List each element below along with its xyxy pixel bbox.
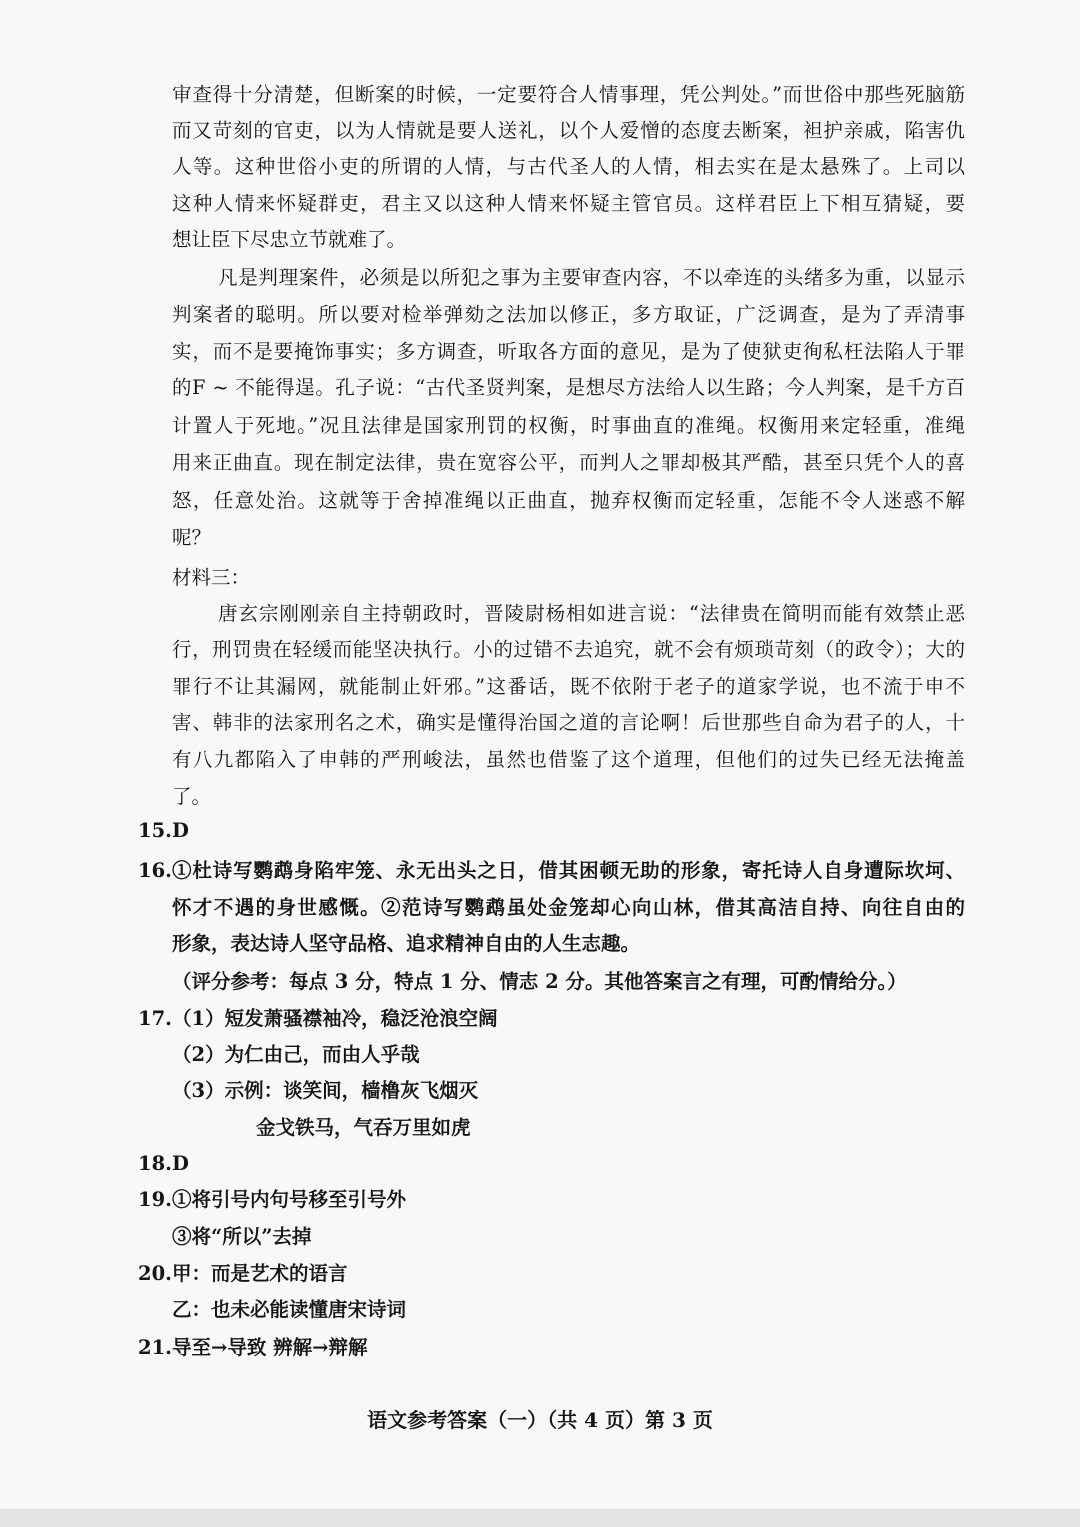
material3-heading: 材料三： (172, 566, 251, 589)
material2-paragraph-line: 怒，任意处治。这就等于舍掉准绳以正曲直，抛弃权衡而定轻重，怎能不令人迷惑不解 (172, 489, 965, 512)
question-number: 15. (138, 819, 172, 842)
scan-edge-divider (0, 1509, 1080, 1527)
answer-line: 甲：而是艺术的语言 (172, 1262, 348, 1285)
material3-line: 害、韩非的法家刑名之术，确实是懂得治国之道的言论啊！后世那些自命为君子的人，十 (172, 711, 965, 734)
material2-paragraph-line: 实，而不是要掩饰事实；多方调查，听取各方面的意见，是为了使狱吏徇私枉法陷人于罪 (172, 340, 965, 363)
answer-line: 形象，表达诗人坚守品格、追求精神自由的人生志趣。 (172, 932, 641, 955)
material3-line: 行，刑罚贵在轻缓而能坚决执行。小的过错不去追究，就不会有烦琐苛刻（的政令）；大的 (172, 638, 965, 661)
material2-line: 而又苛刻的官吏，以为人情就是要人送礼，以个人爱憎的态度去断案，袒护亲戚，陷害仇 (172, 119, 965, 142)
answer-line: （3）示例：谈笑间，樯橹灰飞烟灭 (172, 1079, 479, 1102)
answer-text: 导至→导致 辨解→辩解 (172, 1336, 368, 1359)
question-number: 17. (138, 1007, 172, 1030)
question-number: 18. (138, 1152, 172, 1175)
material2-line: 审查得十分清楚，但断案的时候，一定要符合人情事理，凭公判处。”而世俗中那些死脑筋 (172, 83, 965, 106)
page-footer: 语文参考答案（一）（共 4 页）第 3 页 (367, 1408, 713, 1432)
answer-line: ①杜诗写鹦鹉身陷牢笼、永无出头之日，借其困顿无助的形象，寄托诗人自身遭际坎坷、 (172, 859, 965, 882)
material3-line: 罪行不让其漏网，就能制止奸邪。”这番话，既不依附于老子的道家学说，也不流于申不 (172, 675, 965, 698)
scoring-note: （评分参考：每点 3 分，特点 1 分、情志 2 分。其他答案言之有理，可酌情给分。） (172, 970, 907, 993)
material2-paragraph-line: 计置人于死地。”况且法律是国家刑罚的权衡，时事曲直的准绳。权衡用来定轻重，准绳 (172, 414, 965, 437)
material2-paragraph-line: 用来正曲直。现在制定法律，贵在宽容公平，而判人之罪却极其严酷，甚至只凭个人的喜 (172, 451, 965, 474)
material2-paragraph-line: 判案者的聪明。所以要对检举弹劾之法加以修正，多方取证，广泛调查，是为了弄清事 (172, 303, 965, 326)
answer-line: ①将引号内句号移至引号外 (172, 1188, 407, 1211)
material2-paragraph-line: 凡是判理案件，必须是以所犯之事为主要审查内容，不以牵连的头绪多为重，以显示 (218, 266, 965, 289)
material2-line: 这种人情来怀疑群吏，君主又以这种人情来怀疑主管官员。这样君臣上下相互猜疑，要 (172, 192, 965, 215)
material2-paragraph-line: 的F ~ 不能得逞。孔子说：“古代圣贤判案，是想尽方法给人以生路；今人判案，是千方百 (172, 376, 965, 399)
answer-line: 乙：也未必能读懂唐宋诗词 (172, 1298, 407, 1321)
answer-line: 金戈铁马，气吞万里如虎 (256, 1116, 471, 1139)
question-number: 19. (138, 1188, 172, 1211)
material3-line: 唐玄宗刚刚亲自主持朝政时，晋陵尉杨相如进言说：“法律贵在简明而能有效禁止恶 (218, 602, 965, 625)
question-number: 21. (138, 1336, 172, 1359)
material2-line: 人等。这种世俗小吏的所谓的人情，与古代圣人的人情，相去实在是太悬殊了。上司以 (172, 155, 965, 178)
answer-line: ③将“所以”去掉 (172, 1225, 312, 1248)
answer-text: D (172, 819, 189, 842)
material3-line: 了。 (172, 785, 212, 808)
answer-text: D (172, 1152, 189, 1175)
material2-paragraph-line: 呢？ (172, 526, 212, 549)
answer-line: （2）为仁由己，而由人乎哉 (172, 1043, 420, 1066)
question-number: 20. (138, 1262, 172, 1285)
answer-line: （1）短发萧骚襟袖冷，稳泛沧浪空阔 (172, 1007, 498, 1030)
question-number: 16. (138, 859, 172, 882)
material3-line: 有八九都陷入了申韩的严刑峻法，虽然也借鉴了这个道理，但他们的过失已经无法掩盖 (172, 748, 965, 771)
material2-line: 想让臣下尽忠立节就难了。 (172, 228, 407, 251)
answer-line: 怀才不遇的身世感慨。②范诗写鹦鹉虽处金笼却心向山林，借其高洁自持、向往自由的 (172, 896, 965, 919)
